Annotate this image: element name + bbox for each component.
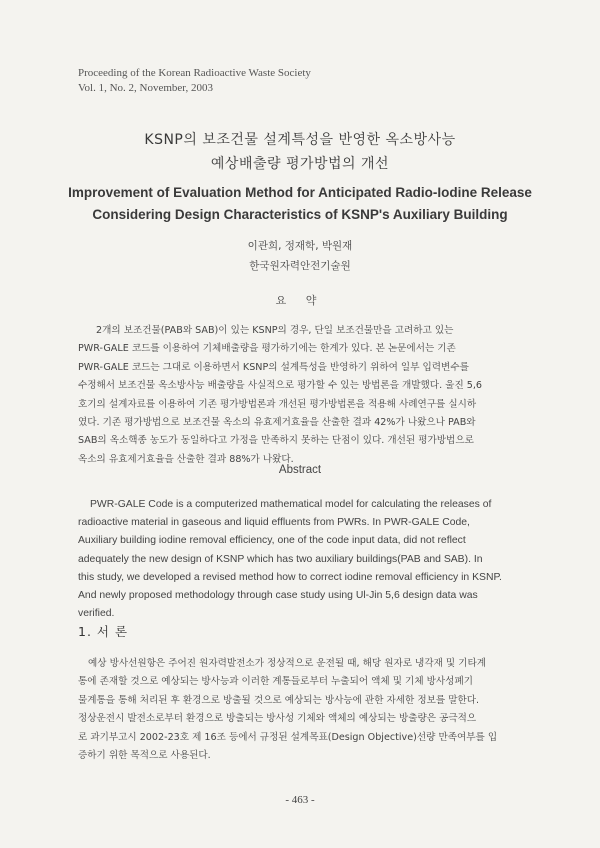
section-1-line: 정상운전시 발전소로부터 환경으로 방출되는 방사성 기체와 액체의 예상되는 방출량은 공극적으 xyxy=(78,713,477,725)
author-block xyxy=(0,236,600,276)
korean-abstract-line: 수정해서 보조건물 옥소방사능 배출량을 사실적으로 평가할 수 있는 방법론을 개발했다. 울진 5,6 xyxy=(78,380,483,392)
english-abstract-line: PWR-GALE Code is a computerized mathematical model for calculating the releases of xyxy=(90,499,492,510)
korean-abstract-line: SAB의 옥소핵종 농도가 동일하다고 가정을 만족하지 못하는 단점이 있다. 개선된 평가방법으로 xyxy=(78,435,474,447)
korean-title xyxy=(0,128,600,176)
english-abstract-line: radioactive material in gaseous and liquid effluents from PWRs. In PWR-GALE Code, xyxy=(78,517,470,529)
section-1-line: 증하기 위한 목적으로 사용된다. xyxy=(78,750,211,762)
english-abstract-line: Auxiliary building iodine removal efficiency, one of the code input data, did not reflect xyxy=(78,535,466,547)
english-abstract-body xyxy=(78,496,540,623)
korean-abstract-line: PWR-GALE 코드는 그대로 이용하면서 KSNP의 설계특성을 반영하기 위하여 일부 입력변수를 xyxy=(78,361,469,373)
english-title xyxy=(0,182,600,226)
korean-abstract-heading: 요 약 xyxy=(275,294,325,307)
section-1-heading: 1. 서 론 xyxy=(78,624,129,639)
page-number: - 463 - xyxy=(285,794,315,806)
author-names: 이관희, 정재학, 박원재 xyxy=(247,240,353,252)
korean-abstract-line: 옥소의 유효제거효율을 산출한 결과 88%가 나왔다. xyxy=(78,453,294,465)
korean-abstract-line: PWR-GALE 코드를 이용하여 기체배출량을 평가하기에는 한계가 있다. 본 논문에서는 기존 xyxy=(78,343,456,355)
section-1-line: 물계통을 통해 처리된 후 환경으로 방출될 것으로 예상되는 방사능에 관한 자세한 정보를 말한다. xyxy=(78,694,480,706)
journal-name: Proceeding of the Korean Radioactive Waste Society xyxy=(78,67,311,79)
english-abstract-line: And newly proposed methodology through case study using Ul-Jin 5,6 design data was xyxy=(78,590,478,602)
journal-header xyxy=(78,66,311,96)
korean-title-line-2: 예상배출량 평가방법의 개선 xyxy=(210,156,390,172)
korean-abstract-line: 2개의 보조건물(PAB와 SAB)이 있는 KSNP의 경우, 단일 보조건물만을 고려하고 있는 xyxy=(96,325,454,336)
korean-abstract-body xyxy=(78,322,540,469)
english-abstract-line: this study, we developed a revised method how to correct iodine removal efficiency in KSNP. xyxy=(78,571,502,583)
korean-title-line-1: KSNP의 보조건물 설계특성을 반영한 옥소방사능 xyxy=(144,132,456,148)
journal-volume: Vol. 1, No. 2, November, 2003 xyxy=(78,82,214,94)
section-1-line: 로 과기부고시 2002-23호 제 16조 등에서 규정된 설계목표(Design Objective)선량 만족여부를 입 xyxy=(78,731,498,743)
korean-abstract-line: 였다. 기존 평가방법으로 보조건물 옥소의 유효제거효율을 산출한 결과 42%가 나왔으나 PAB와 xyxy=(78,417,476,429)
english-abstract-line: verified. xyxy=(78,608,115,620)
author-affiliation: 한국원자력안전기술원 xyxy=(249,260,351,272)
english-abstract-line: adequately the new design of KSNP which has two auxiliary buildings(PAB and SAB). In xyxy=(78,553,483,565)
english-title-line-1: Improvement of Evaluation Method for Anticipated Radio-Iodine Release xyxy=(68,185,532,200)
english-abstract-heading: Abstract xyxy=(278,464,322,476)
section-1-line: 통에 존재할 것으로 예상되는 방사능과 이러한 계통들로부터 누출되어 액체 및 기체 방사성폐기 xyxy=(78,676,473,688)
english-title-line-2: Considering Design Characteristics of KSNP's Auxiliary Building xyxy=(92,207,508,222)
korean-abstract-line: 호기의 설계자료를 이용하여 기존 평가방법론과 개선된 평가방법론을 적용해 사례연구를 실시하 xyxy=(78,398,477,410)
section-1-line: 예상 방사선원항은 주어진 원자력발전소가 정상적으로 운전될 때, 해당 원자로 냉각재 및 기타계 xyxy=(88,658,487,669)
section-1-body xyxy=(78,655,540,765)
